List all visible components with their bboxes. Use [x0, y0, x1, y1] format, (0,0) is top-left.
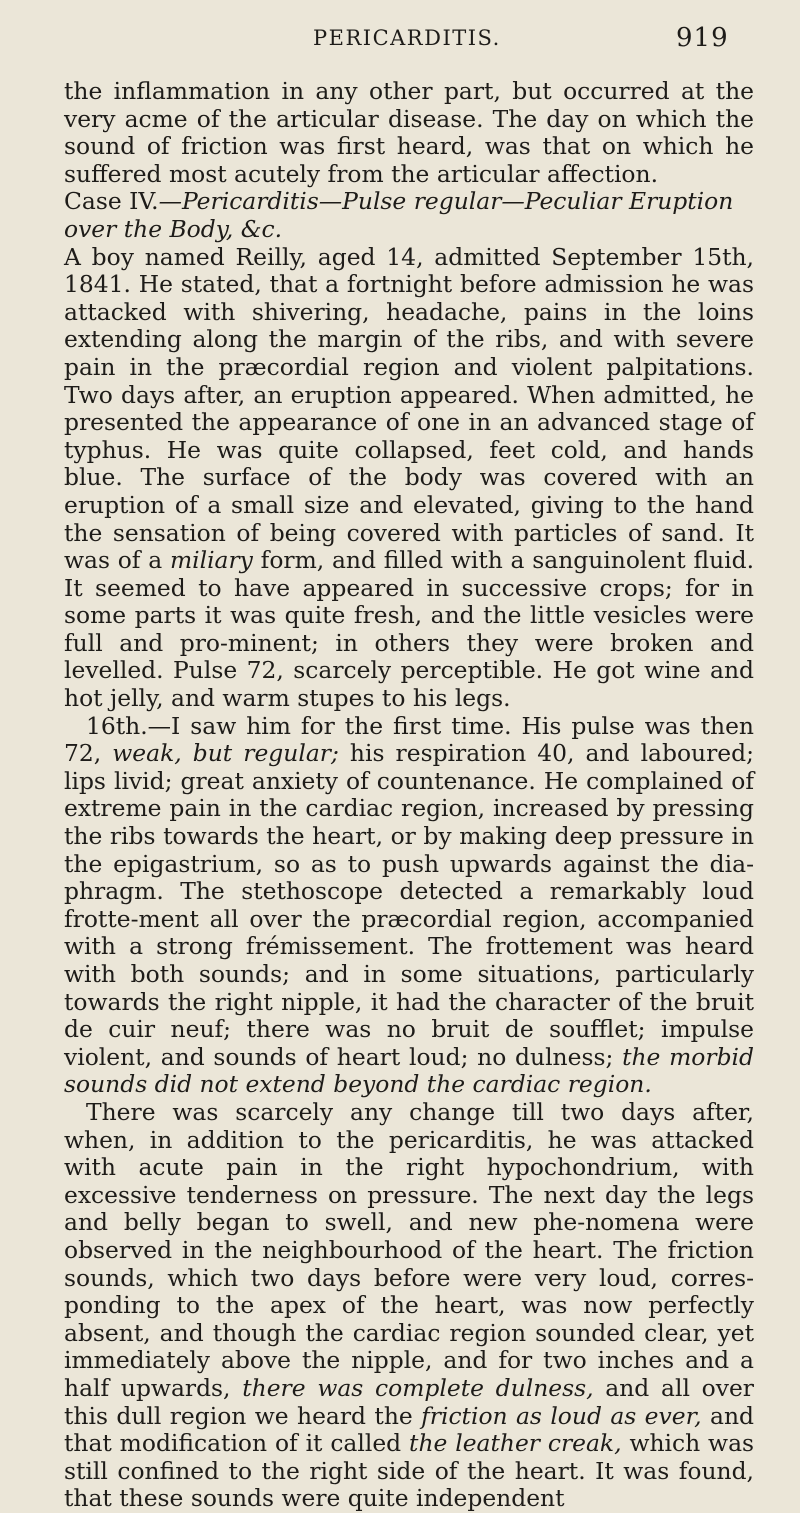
- running-head: [0, 23, 800, 56]
- paragraph-16th: [64, 713, 754, 1099]
- paragraph-progression-mid-2: and that modification of it called: [64, 1401, 755, 1458]
- paragraph-admission: [64, 244, 754, 713]
- body-text: [64, 78, 754, 1513]
- paragraph-progression-italic: there was complete dulness,: [242, 1373, 594, 1402]
- paragraph-admission-text: A boy named Reilly, aged 14, admitted September 15th, 1841. He stated, that a fortnight before admission he was attacked with shivering, headache, pains in the loins extending along the margin of the ribs, and with severe pain in the præcordial region and violent palpitations. Two days after, an eruption appeared. When admitted, he presented the appearance of one in an advanced stage of typhus. He was quite collapsed, feet cold, and hands blue. The surface of the body was covered with an eruption of a small size and elevated, giving to the hand the sensation of being covered with particles of sand. It was of a: [64, 242, 754, 575]
- paragraph-16th-italic: weak, but regular;: [112, 739, 339, 768]
- case-heading: [64, 188, 754, 243]
- paragraph-progression: [64, 1099, 754, 1513]
- paragraph-16th-italic-end: the morbid sounds did not extend beyond the cardiac region.: [64, 1042, 754, 1099]
- paragraph-progression-mid: and all over this dull region we heard the: [64, 1373, 754, 1430]
- case-subtitle: over the Body, &c.: [64, 214, 283, 243]
- paragraph-progression-end: which was still confined to the right side of the heart. It was found, that these sounds were quite independent: [64, 1429, 755, 1513]
- case-heading-line: [64, 187, 733, 215]
- page-number: 919: [676, 23, 729, 53]
- paragraph-progression-italic-3: the leather creak,: [409, 1429, 622, 1458]
- paragraph-progression-start: There was scarcely any change till two days after, when, in addition to the pericarditis, he was attacked with acute pain in the right hypochondrium, with excessive tenderness on pressure. The next day the legs and belly began to swell, and new phe-nomena were observed in the neighbourhood of the heart. The friction sounds, which two days before were very loud, corres-ponding to the apex of the heart, was now perfectly absent, and though the cardiac region sounded clear, yet immediately above the nipple, and for two inches and a half upwards,: [64, 1097, 754, 1402]
- paragraph-16th-mid: his respiration 40, and laboured; lips livid; great anxiety of countenance. He complained of extreme pain in the cardiac region, increased by pressing the ribs towards the heart, or by making deep pressure in the epigastrium, so as to push upwards against the dia-phragm. The stethoscope detected a remarkably loud frotte-ment all over the præcordial region, accompanied with a strong frémissement. The frottement was heard with both sounds; and in some situations, particularly towards the right nipple, it had the character of the bruit de cuir neuf; there was no bruit de soufflet; impulse violent, and sounds of heart loud; no dulness;: [64, 739, 755, 1071]
- case-title: —Pericarditis—Pulse regular—Peculiar Eruption: [158, 187, 734, 216]
- paragraph-admission-italic: miliary: [169, 546, 253, 575]
- paragraph-progression-italic-2: friction as loud as ever,: [421, 1401, 702, 1430]
- paragraph-16th-start: 16th.—I saw him for the first time. His pulse was then 72,: [64, 711, 754, 768]
- intro-paragraph: the inflammation in any other part, but occurred at the very acme of the articular disease. The day on which the sound of friction was first heard, was that on which he suffered most acutely from the articular affection.: [64, 77, 754, 188]
- running-title: PERICARDITIS.: [313, 26, 501, 50]
- case-label: Case IV.: [64, 187, 159, 216]
- paragraph-admission-rest: form, and filled with a sanguinolent fluid. It seemed to have appeared in successive crops; for in some parts it was quite fresh, and the little vesicles were full and pro-minent; in others they were broken and levelled. Pulse 72, scarcely perceptible. He got wine and hot jelly, and warm stupes to his legs.: [64, 546, 755, 713]
